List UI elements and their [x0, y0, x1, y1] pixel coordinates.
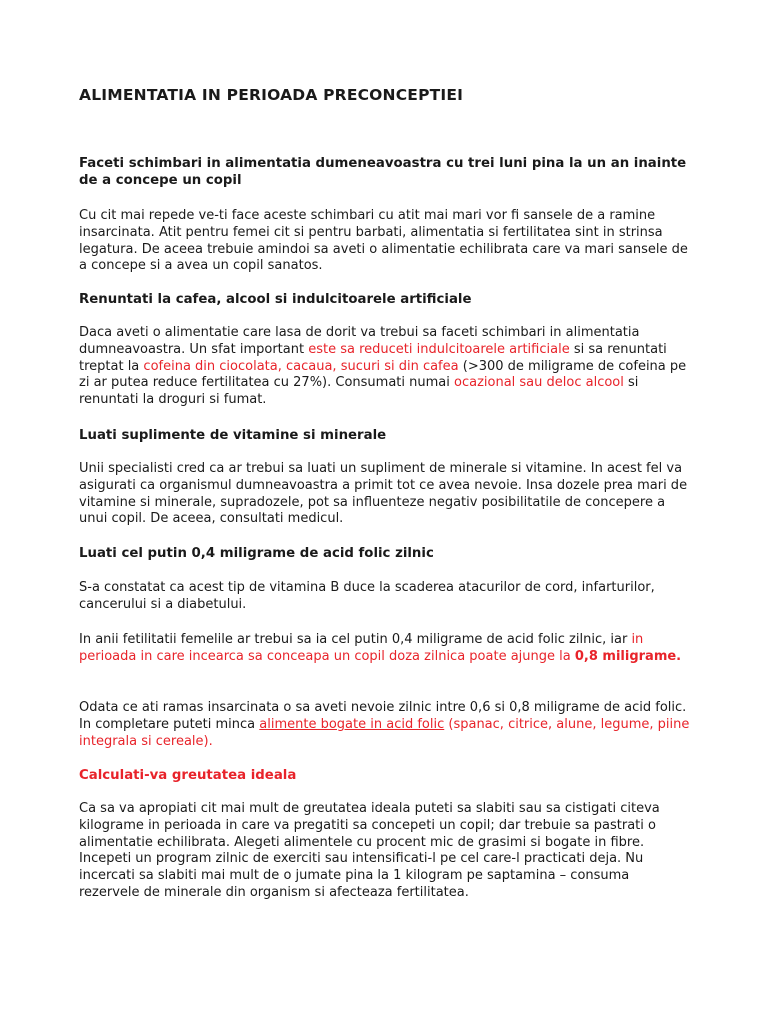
section-heading-schimbari: Faceti schimbari in alimentatia dumeneavoastra cu trei luni pina la un an inainte de a concepe un copil: [79, 156, 687, 188]
highlight-alcool: ocazional sau deloc alcool: [454, 375, 624, 391]
section-heading-renuntati: Renuntati la cafea, alcool si indulcitoarele artificiale: [79, 292, 472, 307]
highlight-indulcitoare: este sa reduceti indulcitoarele artificiale: [308, 341, 570, 357]
highlight-doza-bold: 0,8 miligrame.: [574, 648, 682, 664]
paragraph-greutate: Ca sa va apropiati cit mai mult de greutatea ideala puteti sa slabiti sau sa cistigati citeva kilograme in perioada in care va pregatiti sa concepeti un copil; dar trebuie sa pastrati o alimentatie echilibrata. Alegeti alimentele cu procent mic de grasimi si bogate in fibre. Incepeti un program zilnic de exerciti sau intensificati-l pe cel care-l practicati deja. Nu incercati sa slabiti mai mult de o jumate pina la 1 kilogram pe saptamina – consuma rezervele de minerale din organism si afecteaza fertilitatea.: [79, 801, 660, 900]
paragraph-insarcinata: [79, 700, 691, 750]
highlight-doza: in perioada in care incearca sa conceapa un copil doza zilnica poate ajunge la: [79, 632, 644, 664]
text-span: Odata ce ati ramas insarcinata o sa aveti nevoie zilnic intre 0,6 si 0,8 miligrame de acid folic. In completare puteti minca: [79, 700, 687, 732]
paragraph-vitamina-b: S-a constatat ca acest tip de vitamina B duce la scaderea atacurilor de cord, infarturilor, cancerului si a diabetului.: [79, 580, 655, 612]
highlight-lista-alimente: (spanac, citrice, alune, legume, piine integrala si cereale).: [79, 716, 690, 749]
text-span: si sa renuntati treptat la: [79, 341, 667, 374]
paragraph-schimbari: Cu cit mai repede ve-ti face aceste schimbari cu atit mai mari vor fi sansele de a ramine insarcinata. Atit pentru femei cit si pentru barbati, alimentatia si fertilitatea sint in strinsa legatura. De aceea trebuie amindoi sa aveti o alimentatie echilibrata care va mari sansele de a concepe si a avea un copil sanatos.: [79, 208, 688, 274]
text-span: Daca aveti o alimentatie care lasa de dorit va trebui sa faceti schimbari in alimentatia dumneavoastra. Un sfat important: [79, 325, 640, 357]
highlight-cofeina: cofeina din ciocolata, cacaua, sucuri si din cafea: [143, 358, 459, 374]
text-span: (>300 de miligrame de cofeina pe zi ar putea reduce fertilitatea cu 27%). Consumati numai: [79, 358, 687, 391]
paragraph-fertilitate: [79, 632, 691, 666]
paragraph-suplimente: Unii specialisti cred ca ar trebui sa luati un supliment de minerale si vitamine. In acest fel va asigurati ca organismul dumneavoastra a primit tot ce avea nevoie. Insa dozele prea mari de vitamine si minerale, supradozele, pot sa influenteze negativ posibilitatile de concepere a unui copil. De aceea, consultati medicul.: [79, 461, 688, 527]
link-alimente-acid-folic[interactable]: alimente bogate in acid folic: [259, 716, 445, 732]
section-heading-acid-folic: Luati cel putin 0,4 miligrame de acid folic zilnic: [79, 546, 434, 561]
section-heading-suplimente: Luati suplimente de vitamine si minerale: [79, 428, 387, 443]
page-title: ALIMENTATIA IN PERIOADA PRECONCEPTIEI: [79, 86, 464, 104]
paragraph-renuntati: [79, 325, 691, 409]
section-heading-greutate: Calculati-va greutatea ideala: [79, 768, 297, 783]
text-span: si renuntati la droguri si fumat.: [79, 375, 639, 408]
text-span: In anii fetilitatii femelile ar trebui sa ia cel putin 0,4 miligrame de acid folic zilnic, iar: [79, 632, 632, 647]
